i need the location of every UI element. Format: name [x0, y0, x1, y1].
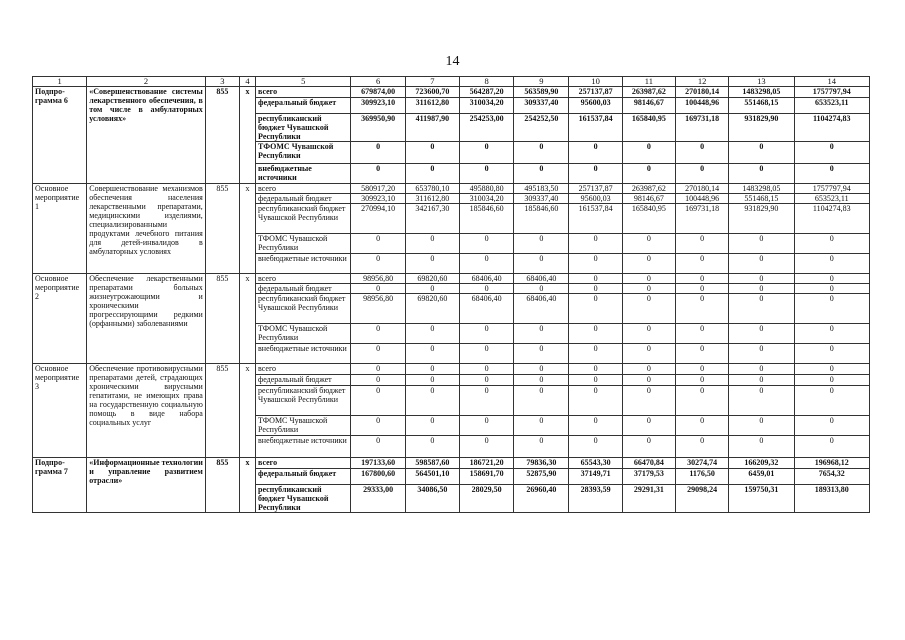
value-cell: 0 — [794, 294, 869, 324]
value-cell: 0 — [729, 344, 794, 364]
value-cell: 0 — [351, 375, 405, 386]
value-cell: 257137,87 — [569, 87, 622, 98]
value-cell: 270180,14 — [675, 87, 728, 98]
value-cell: 0 — [514, 344, 569, 364]
value-cell: 0 — [569, 234, 622, 254]
value-cell: 0 — [622, 324, 675, 344]
value-cell: 68406,40 — [514, 274, 569, 284]
value-cell: 0 — [622, 436, 675, 458]
value-cell: 0 — [675, 274, 728, 284]
description-cell: Обеспечение противовирусными препаратами детей, страдающих хроническими вирусными гепатитами, не имеющих права на государственную социальную помощь в виде набора социальных услуг — [87, 364, 206, 458]
value-cell: 100448,96 — [675, 98, 728, 114]
code-cell: 855 — [205, 364, 239, 458]
value-cell: 0 — [569, 254, 622, 274]
value-cell: 0 — [405, 375, 459, 386]
source-cell: внебюджетные источники — [256, 164, 351, 184]
value-cell: 98146,67 — [622, 194, 675, 204]
value-cell: 309923,10 — [351, 194, 405, 204]
header-cell-8: 8 — [459, 77, 513, 87]
value-cell: 254252,50 — [514, 114, 569, 142]
value-cell: 0 — [569, 284, 622, 294]
value-cell: 0 — [729, 364, 794, 375]
source-cell: внебюджетные источники — [256, 254, 351, 274]
value-cell: 0 — [459, 142, 513, 164]
value-cell: 98956,80 — [351, 274, 405, 284]
source-cell: внебюджетные источники — [256, 436, 351, 458]
code-cell: 855 — [205, 274, 239, 364]
value-cell: 167800,60 — [351, 469, 405, 485]
value-cell: 0 — [622, 386, 675, 416]
value-cell: 0 — [405, 142, 459, 164]
value-cell: 0 — [794, 436, 869, 458]
value-cell: 0 — [794, 375, 869, 386]
value-cell: 563589,90 — [514, 87, 569, 98]
value-cell: 309337,40 — [514, 194, 569, 204]
value-cell: 30274,74 — [675, 458, 728, 469]
value-cell: 166209,32 — [729, 458, 794, 469]
value-cell: 564501,10 — [405, 469, 459, 485]
header-cell-3: 3 — [205, 77, 239, 87]
value-cell: 26960,40 — [514, 485, 569, 513]
value-cell: 0 — [729, 142, 794, 164]
value-cell: 0 — [459, 254, 513, 274]
value-cell: 0 — [569, 436, 622, 458]
value-cell: 0 — [514, 386, 569, 416]
value-cell: 0 — [405, 164, 459, 184]
value-cell: 0 — [569, 324, 622, 344]
value-cell: 34086,50 — [405, 485, 459, 513]
value-cell: 931829,90 — [729, 204, 794, 234]
value-cell: 0 — [351, 254, 405, 274]
source-cell: республиканский бюджет Чувашской Республики — [256, 294, 351, 324]
value-cell: 0 — [351, 416, 405, 436]
value-cell: 95600,03 — [569, 194, 622, 204]
value-cell: 0 — [675, 364, 728, 375]
source-cell: федеральный бюджет — [256, 194, 351, 204]
value-cell: 0 — [622, 254, 675, 274]
program-cell: Основное мероприятие 2 — [33, 274, 87, 364]
header-cell-9: 9 — [514, 77, 569, 87]
header-cell-1: 1 — [33, 77, 87, 87]
value-cell: 369950,90 — [351, 114, 405, 142]
value-cell: 169731,18 — [675, 114, 728, 142]
value-cell: 0 — [459, 364, 513, 375]
table-row — [33, 274, 870, 284]
value-cell: 0 — [729, 375, 794, 386]
value-cell: 0 — [405, 344, 459, 364]
value-cell: 0 — [351, 386, 405, 416]
value-cell: 169731,18 — [675, 204, 728, 234]
source-cell: всего — [256, 274, 351, 284]
value-cell: 0 — [675, 284, 728, 294]
value-cell: 0 — [405, 324, 459, 344]
value-cell: 0 — [405, 386, 459, 416]
value-cell: 0 — [675, 254, 728, 274]
header-cell-13: 13 — [729, 77, 794, 87]
value-cell: 185846,60 — [514, 204, 569, 234]
value-cell: 0 — [351, 164, 405, 184]
value-cell: 0 — [729, 324, 794, 344]
value-cell: 0 — [569, 164, 622, 184]
value-cell: 723600,70 — [405, 87, 459, 98]
value-cell: 7654,32 — [794, 469, 869, 485]
value-cell: 310034,20 — [459, 98, 513, 114]
value-cell: 564287,20 — [459, 87, 513, 98]
value-cell: 1104274,83 — [794, 114, 869, 142]
header-cell-2: 2 — [87, 77, 206, 87]
value-cell: 309923,10 — [351, 98, 405, 114]
description-cell: «Информационные технологии и управление развитием отрасли» — [87, 458, 206, 513]
page-number: 14 — [445, 54, 460, 69]
value-cell: 653780,10 — [405, 184, 459, 194]
value-cell: 0 — [514, 375, 569, 386]
value-cell: 0 — [622, 234, 675, 254]
value-cell: 653523,11 — [794, 194, 869, 204]
value-cell: 0 — [729, 436, 794, 458]
value-cell: 0 — [729, 274, 794, 284]
source-cell: всего — [256, 184, 351, 194]
source-cell: ТФОМС Чувашской Республики — [256, 416, 351, 436]
value-cell: 0 — [675, 234, 728, 254]
value-cell: 0 — [351, 436, 405, 458]
value-cell: 0 — [794, 164, 869, 184]
value-cell: 1483298,05 — [729, 87, 794, 98]
value-cell: 0 — [622, 344, 675, 364]
value-cell: 0 — [569, 386, 622, 416]
header-cell-11: 11 — [622, 77, 675, 87]
value-cell: 0 — [459, 284, 513, 294]
mark-cell: x — [239, 458, 255, 513]
value-cell: 68406,40 — [459, 294, 513, 324]
value-cell: 0 — [351, 324, 405, 344]
header-cell-6: 6 — [351, 77, 405, 87]
value-cell: 0 — [794, 416, 869, 436]
value-cell: 98956,80 — [351, 294, 405, 324]
value-cell: 0 — [794, 274, 869, 284]
value-cell: 0 — [514, 436, 569, 458]
value-cell: 0 — [405, 234, 459, 254]
value-cell: 270994,10 — [351, 204, 405, 234]
value-cell: 0 — [675, 344, 728, 364]
value-cell: 0 — [729, 254, 794, 274]
value-cell: 0 — [729, 294, 794, 324]
code-cell: 855 — [205, 87, 239, 184]
source-cell: всего — [256, 458, 351, 469]
source-cell: ТФОМС Чувашской Республики — [256, 142, 351, 164]
value-cell: 0 — [459, 375, 513, 386]
value-cell: 0 — [405, 436, 459, 458]
value-cell: 0 — [405, 284, 459, 294]
value-cell: 66470,84 — [622, 458, 675, 469]
value-cell: 52875,90 — [514, 469, 569, 485]
value-cell: 0 — [514, 416, 569, 436]
source-cell: федеральный бюджет — [256, 375, 351, 386]
value-cell: 0 — [351, 142, 405, 164]
header-cell-12: 12 — [675, 77, 728, 87]
value-cell: 0 — [622, 284, 675, 294]
table-row — [33, 87, 870, 98]
value-cell: 1757797,94 — [794, 184, 869, 194]
value-cell: 1757797,94 — [794, 87, 869, 98]
value-cell: 0 — [569, 274, 622, 284]
value-cell: 0 — [622, 142, 675, 164]
value-cell: 0 — [622, 294, 675, 324]
mark-cell: x — [239, 184, 255, 274]
mark-cell: x — [239, 87, 255, 184]
mark-cell: x — [239, 364, 255, 458]
source-cell: федеральный бюджет — [256, 284, 351, 294]
value-cell: 580917,20 — [351, 184, 405, 194]
value-cell: 0 — [351, 234, 405, 254]
value-cell: 0 — [569, 375, 622, 386]
value-cell: 37149,71 — [569, 469, 622, 485]
value-cell: 68406,40 — [459, 274, 513, 284]
header-cell-5: 5 — [256, 77, 351, 87]
value-cell: 653523,11 — [794, 98, 869, 114]
value-cell: 0 — [729, 234, 794, 254]
value-cell: 69820,60 — [405, 274, 459, 284]
value-cell: 0 — [794, 344, 869, 364]
value-cell: 309337,40 — [514, 98, 569, 114]
budget-table — [32, 76, 870, 513]
value-cell: 598587,60 — [405, 458, 459, 469]
value-cell: 0 — [405, 364, 459, 375]
value-cell: 0 — [675, 436, 728, 458]
value-cell: 189313,80 — [794, 485, 869, 513]
value-cell: 551468,15 — [729, 98, 794, 114]
value-cell: 1483298,05 — [729, 184, 794, 194]
value-cell: 29098,24 — [675, 485, 728, 513]
value-cell: 342167,30 — [405, 204, 459, 234]
value-cell: 0 — [459, 436, 513, 458]
source-cell: республиканский бюджет Чувашской Республики — [256, 114, 351, 142]
value-cell: 311612,80 — [405, 98, 459, 114]
value-cell: 311612,80 — [405, 194, 459, 204]
value-cell: 0 — [794, 142, 869, 164]
value-cell: 0 — [794, 234, 869, 254]
value-cell: 0 — [794, 364, 869, 375]
value-cell: 68406,40 — [514, 294, 569, 324]
source-cell: федеральный бюджет — [256, 98, 351, 114]
value-cell: 0 — [622, 164, 675, 184]
value-cell: 0 — [514, 142, 569, 164]
value-cell: 29333,00 — [351, 485, 405, 513]
value-cell: 0 — [405, 416, 459, 436]
header-cell-14: 14 — [794, 77, 869, 87]
source-cell: республиканский бюджет Чувашской Республики — [256, 386, 351, 416]
value-cell: 1176,50 — [675, 469, 728, 485]
value-cell: 0 — [459, 234, 513, 254]
value-cell: 0 — [622, 375, 675, 386]
header-cell-4: 4 — [239, 77, 255, 87]
value-cell: 100448,96 — [675, 194, 728, 204]
value-cell: 165840,95 — [622, 204, 675, 234]
value-cell: 0 — [514, 254, 569, 274]
description-cell: Обеспечение лекарственными препаратами больных жизнеугрожающими и хроническими прогрессирующими редкими (орфанными) заболеваниями — [87, 274, 206, 364]
description-cell: Совершенствование механизмов обеспечения населения лекарственными препаратами, медицинскими изделиями, специализированными продуктами лечебного питания для детей-инвалидов в амбулаторных условиях — [87, 184, 206, 274]
program-cell: Подпро-грамма 7 — [33, 458, 87, 513]
value-cell: 0 — [794, 324, 869, 344]
value-cell: 6459,01 — [729, 469, 794, 485]
program-cell: Подпро-грамма 6 — [33, 87, 87, 184]
value-cell: 28393,59 — [569, 485, 622, 513]
value-cell: 95600,03 — [569, 98, 622, 114]
value-cell: 0 — [351, 364, 405, 375]
value-cell: 0 — [675, 324, 728, 344]
value-cell: 495183,50 — [514, 184, 569, 194]
source-cell: ТФОМС Чувашской Республики — [256, 324, 351, 344]
value-cell: 0 — [794, 254, 869, 274]
table-row — [33, 184, 870, 194]
value-cell: 158691,70 — [459, 469, 513, 485]
source-cell: всего — [256, 364, 351, 375]
value-cell: 551468,15 — [729, 194, 794, 204]
value-cell: 0 — [794, 284, 869, 294]
value-cell: 0 — [405, 254, 459, 274]
value-cell: 0 — [794, 386, 869, 416]
value-cell: 254253,00 — [459, 114, 513, 142]
value-cell: 28029,50 — [459, 485, 513, 513]
value-cell: 0 — [569, 294, 622, 324]
source-cell: республиканский бюджет Чувашской Республики — [256, 485, 351, 513]
value-cell: 263987,62 — [622, 87, 675, 98]
value-cell: 79836,30 — [514, 458, 569, 469]
mark-cell: x — [239, 274, 255, 364]
value-cell: 0 — [675, 294, 728, 324]
value-cell: 0 — [569, 364, 622, 375]
value-cell: 0 — [675, 416, 728, 436]
value-cell: 495880,80 — [459, 184, 513, 194]
header-row — [33, 77, 870, 87]
value-cell: 159750,31 — [729, 485, 794, 513]
value-cell: 0 — [514, 364, 569, 375]
value-cell: 0 — [514, 234, 569, 254]
value-cell: 0 — [729, 386, 794, 416]
value-cell: 0 — [622, 416, 675, 436]
table-row — [33, 458, 870, 469]
value-cell: 0 — [569, 142, 622, 164]
value-cell: 0 — [622, 274, 675, 284]
value-cell: 0 — [729, 164, 794, 184]
program-cell: Основное мероприятие 3 — [33, 364, 87, 458]
source-cell: всего — [256, 87, 351, 98]
value-cell: 0 — [514, 284, 569, 294]
value-cell: 0 — [459, 164, 513, 184]
value-cell: 931829,90 — [729, 114, 794, 142]
value-cell: 411987,90 — [405, 114, 459, 142]
value-cell: 0 — [729, 416, 794, 436]
value-cell: 0 — [459, 324, 513, 344]
value-cell: 679874,00 — [351, 87, 405, 98]
value-cell: 0 — [622, 364, 675, 375]
header-cell-10: 10 — [569, 77, 622, 87]
value-cell: 0 — [351, 284, 405, 294]
value-cell: 186721,20 — [459, 458, 513, 469]
value-cell: 0 — [459, 386, 513, 416]
value-cell: 0 — [514, 164, 569, 184]
value-cell: 161537,84 — [569, 114, 622, 142]
value-cell: 165840,95 — [622, 114, 675, 142]
program-cell: Основное мероприятие 1 — [33, 184, 87, 274]
source-cell: ТФОМС Чувашской Республики — [256, 234, 351, 254]
value-cell: 161537,84 — [569, 204, 622, 234]
value-cell: 0 — [514, 324, 569, 344]
table-row — [33, 364, 870, 375]
value-cell: 0 — [675, 142, 728, 164]
value-cell: 0 — [729, 284, 794, 294]
source-cell: республиканский бюджет Чувашской Республики — [256, 204, 351, 234]
value-cell: 1104274,83 — [794, 204, 869, 234]
source-cell: федеральный бюджет — [256, 469, 351, 485]
code-cell: 855 — [205, 184, 239, 274]
source-cell: внебюджетные источники — [256, 344, 351, 364]
value-cell: 197133,60 — [351, 458, 405, 469]
description-cell: «Совершенствование системы лекарственного обеспечения, в том числе в амбулаторных условиях» — [87, 87, 206, 184]
value-cell: 69820,60 — [405, 294, 459, 324]
header-cell-7: 7 — [405, 77, 459, 87]
value-cell: 29291,31 — [622, 485, 675, 513]
value-cell: 0 — [459, 416, 513, 436]
value-cell: 0 — [459, 344, 513, 364]
value-cell: 257137,87 — [569, 184, 622, 194]
value-cell: 263987,62 — [622, 184, 675, 194]
value-cell: 196968,12 — [794, 458, 869, 469]
value-cell: 98146,67 — [622, 98, 675, 114]
value-cell: 0 — [351, 344, 405, 364]
value-cell: 0 — [675, 375, 728, 386]
code-cell: 855 — [205, 458, 239, 513]
value-cell: 37179,53 — [622, 469, 675, 485]
value-cell: 0 — [569, 344, 622, 364]
value-cell: 270180,14 — [675, 184, 728, 194]
value-cell: 185846,60 — [459, 204, 513, 234]
value-cell: 65543,30 — [569, 458, 622, 469]
value-cell: 310034,20 — [459, 194, 513, 204]
value-cell: 0 — [675, 164, 728, 184]
value-cell: 0 — [569, 416, 622, 436]
value-cell: 0 — [675, 386, 728, 416]
